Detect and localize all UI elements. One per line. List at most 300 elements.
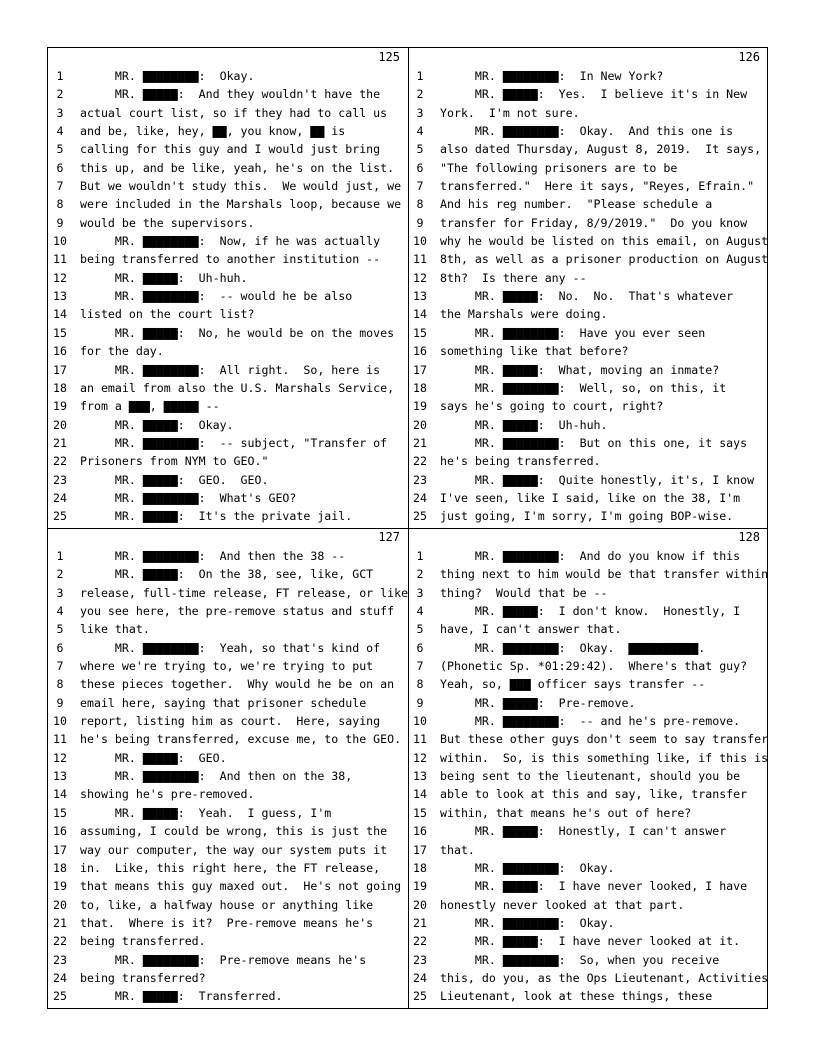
line-text: MR. ▇▇▇▇▇▇▇▇: Pre-remove means he's xyxy=(80,952,367,967)
line-text: also dated Thursday, August 8, 2019. It says, xyxy=(440,142,762,157)
line-text: But these other guys don't seem to say transfer xyxy=(440,732,769,747)
transcript-line xyxy=(408,767,768,785)
line-number: 19 xyxy=(413,879,427,894)
line-number: 6 xyxy=(56,640,64,655)
transcript-line xyxy=(48,250,408,268)
transcript-line xyxy=(48,85,408,103)
transcript-line xyxy=(408,877,768,895)
line-text: release, full-time release, FT release, or like xyxy=(80,585,409,600)
transcript-line xyxy=(48,287,408,305)
line-number: 16 xyxy=(53,824,67,839)
line-text: MR. ▇▇▇▇▇: Okay. xyxy=(80,417,234,432)
line-number: 1 xyxy=(416,549,424,563)
line-number: 9 xyxy=(56,215,64,230)
line-text: honestly never looked at that part. xyxy=(440,897,685,912)
line-text: MR. ▇▇▇▇▇▇▇▇: And do you know if this xyxy=(440,549,741,563)
line-text: MR. ▇▇▇▇▇▇▇▇: In New York? xyxy=(440,69,664,83)
transcript-line xyxy=(48,767,408,785)
transcript-line xyxy=(408,694,768,712)
transcript-lines xyxy=(408,67,768,526)
line-number: 12 xyxy=(53,270,67,285)
transcript-line xyxy=(48,67,408,85)
line-text: But we wouldn't study this. We would just, we xyxy=(80,179,402,194)
line-text: MR. ▇▇▇▇▇: And they wouldn't have the xyxy=(80,87,381,102)
transcript-line xyxy=(48,859,408,877)
line-number: 2 xyxy=(56,567,64,582)
line-text: MR. ▇▇▇▇▇: Uh-huh. xyxy=(80,270,248,285)
line-text: being transferred. xyxy=(80,934,206,949)
line-number: 21 xyxy=(53,915,67,930)
line-number: 15 xyxy=(413,805,427,820)
line-number: 4 xyxy=(416,604,424,619)
line-number: 7 xyxy=(416,179,424,194)
line-text: MR. ▇▇▇▇▇: Quite honestly, it's, I know xyxy=(440,472,755,487)
page-number: 125 xyxy=(378,50,400,64)
line-text: from a ▇▇▇, ▇▇▇▇▇ -- xyxy=(80,399,220,414)
transcript-line xyxy=(408,730,768,748)
line-number: 19 xyxy=(53,879,67,894)
transcript-line xyxy=(48,822,408,840)
transcript-line xyxy=(48,214,408,232)
line-text: MR. ▇▇▇▇▇: Transferred. xyxy=(80,989,283,1004)
line-number: 14 xyxy=(413,307,427,322)
transcript-line xyxy=(408,159,768,177)
line-text: says he's going to court, right? xyxy=(440,399,664,414)
line-text: being transferred to another institution -- xyxy=(80,252,381,267)
transcript-line xyxy=(408,85,768,103)
line-text: would be the supervisors. xyxy=(80,215,255,230)
line-text: being sent to the lieutenant, should you be xyxy=(440,769,741,784)
line-number: 20 xyxy=(413,417,427,432)
transcript-line xyxy=(48,749,408,767)
transcript-line xyxy=(48,471,408,489)
line-text: "The following prisoners are to be xyxy=(440,160,678,175)
transcript-line xyxy=(48,305,408,323)
line-number: 20 xyxy=(413,897,427,912)
transcript-line xyxy=(48,694,408,712)
line-text: in. Like, this right here, the FT release, xyxy=(80,860,381,875)
transcript-line xyxy=(408,602,768,620)
transcript-line xyxy=(48,712,408,730)
transcript-line xyxy=(48,969,408,987)
line-number: 18 xyxy=(413,860,427,875)
line-number: 23 xyxy=(53,952,67,967)
line-number: 6 xyxy=(416,640,424,655)
line-number: 20 xyxy=(53,897,67,912)
line-text: MR. ▇▇▇▇▇▇▇▇: Okay. xyxy=(440,860,615,875)
line-text: thing? Would that be -- xyxy=(440,585,608,600)
line-text: MR. ▇▇▇▇▇▇▇▇: Now, if he was actually xyxy=(80,234,381,249)
transcript-line xyxy=(48,602,408,620)
transcript-line xyxy=(408,434,768,452)
line-text: MR. ▇▇▇▇▇▇▇▇: Have you ever seen xyxy=(440,325,706,340)
transcript-line xyxy=(408,507,768,525)
transcript-line xyxy=(48,896,408,914)
line-number: 6 xyxy=(56,160,64,175)
line-text: transferred." Here it says, "Reyes, Efrain." xyxy=(440,179,755,194)
transcript-line xyxy=(48,122,408,140)
line-text: this up, and be like, yeah, he's on the list. xyxy=(80,160,395,175)
line-text: MR. ▇▇▇▇▇▇▇▇: Yeah, so that's kind of xyxy=(80,640,381,655)
line-text: MR. ▇▇▇▇▇: Yeah. I guess, I'm xyxy=(80,805,332,820)
line-number: 21 xyxy=(413,435,427,450)
line-number: 5 xyxy=(56,142,64,157)
transcript-frame xyxy=(47,47,768,1009)
transcript-line xyxy=(408,416,768,434)
transcript-line xyxy=(48,841,408,859)
line-text: MR. ▇▇▇▇▇▇▇▇: But on this one, it says xyxy=(440,435,748,450)
transcript-line xyxy=(408,987,768,1005)
transcript-line xyxy=(48,804,408,822)
line-number: 25 xyxy=(413,509,427,524)
line-number: 23 xyxy=(413,472,427,487)
line-number: 1 xyxy=(56,69,64,83)
line-number: 2 xyxy=(416,567,424,582)
transcript-line xyxy=(408,932,768,950)
transcript-line xyxy=(48,269,408,287)
line-number: 3 xyxy=(416,585,424,600)
line-number: 21 xyxy=(413,915,427,930)
transcript-line xyxy=(408,859,768,877)
transcript-page-126 xyxy=(408,48,768,528)
line-text: MR. ▇▇▇▇▇: I don't know. Honestly, I xyxy=(440,604,741,619)
transcript-line xyxy=(48,379,408,397)
transcript-line xyxy=(48,547,408,565)
line-text: MR. ▇▇▇▇▇▇▇▇: Well, so, on this, it xyxy=(440,380,727,395)
line-text: MR. ▇▇▇▇▇: What, moving an inmate? xyxy=(440,362,720,377)
transcript-line xyxy=(408,969,768,987)
line-text: MR. ▇▇▇▇▇: Yes. I believe it's in New xyxy=(440,87,748,102)
line-number: 25 xyxy=(53,509,67,524)
line-number: 18 xyxy=(413,380,427,395)
transcript-line xyxy=(48,342,408,360)
line-number: 3 xyxy=(56,585,64,600)
line-text: MR. ▇▇▇▇▇▇▇▇: And then on the 38, xyxy=(80,769,353,784)
line-text: email here, saying that prisoner schedule xyxy=(80,695,367,710)
transcript-line xyxy=(408,250,768,268)
page-number: 127 xyxy=(378,530,400,544)
transcript-line xyxy=(408,565,768,583)
transcript-line xyxy=(408,675,768,693)
line-number: 16 xyxy=(53,344,67,359)
transcript-line xyxy=(408,195,768,213)
line-number: 25 xyxy=(413,989,427,1004)
line-number: 4 xyxy=(56,604,64,619)
line-number: 11 xyxy=(413,732,427,747)
line-number: 11 xyxy=(413,252,427,267)
line-text: that. Where is it? Pre-remove means he's xyxy=(80,915,374,930)
transcript-line xyxy=(48,452,408,470)
line-text: MR. ▇▇▇▇▇▇▇▇: Okay. ▇▇▇▇▇▇▇▇▇▇. xyxy=(440,640,706,655)
line-number: 4 xyxy=(56,124,64,139)
transcript-line xyxy=(408,785,768,803)
line-number: 16 xyxy=(413,824,427,839)
line-text: why he would be listed on this email, on August xyxy=(440,234,769,249)
transcript-line xyxy=(408,177,768,195)
line-number: 24 xyxy=(53,970,67,985)
transcript-line xyxy=(408,287,768,305)
line-number: 10 xyxy=(413,234,427,249)
line-number: 17 xyxy=(53,842,67,857)
line-number: 12 xyxy=(53,750,67,765)
line-number: 13 xyxy=(53,769,67,784)
transcript-line xyxy=(408,657,768,675)
line-number: 7 xyxy=(56,659,64,674)
line-text: MR. ▇▇▇▇▇: On the 38, see, like, GCT xyxy=(80,567,374,582)
line-text: MR. ▇▇▇▇▇▇▇▇: -- and he's pre-remove. xyxy=(440,714,741,729)
line-text: 8th, as well as a prisoner production on August xyxy=(440,252,769,267)
line-number: 23 xyxy=(413,952,427,967)
line-number: 22 xyxy=(413,454,427,469)
line-text: the Marshals were doing. xyxy=(440,307,608,322)
transcript-line xyxy=(408,361,768,379)
line-text: to, like, a halfway house or anything like xyxy=(80,897,374,912)
line-text: MR. ▇▇▇▇▇: GEO. xyxy=(80,750,227,765)
transcript-line xyxy=(408,140,768,158)
line-number: 10 xyxy=(53,714,67,729)
line-number: 7 xyxy=(416,659,424,674)
line-number: 24 xyxy=(413,490,427,505)
transcript-line xyxy=(48,361,408,379)
line-number: 10 xyxy=(53,234,67,249)
line-number: 18 xyxy=(53,860,67,875)
line-text: Prisoners from NYM to GEO." xyxy=(80,454,269,469)
transcript-line xyxy=(408,620,768,638)
line-number: 15 xyxy=(53,805,67,820)
transcript-line xyxy=(48,140,408,158)
transcript-line xyxy=(48,987,408,1005)
transcript-line xyxy=(48,416,408,434)
transcript-line xyxy=(48,951,408,969)
line-number: 8 xyxy=(56,197,64,212)
transcript-line xyxy=(48,397,408,415)
line-number: 11 xyxy=(53,732,67,747)
transcript-line xyxy=(408,104,768,122)
line-text: have, I can't answer that. xyxy=(440,622,622,637)
line-text: assuming, I could be wrong, this is just the xyxy=(80,824,388,839)
line-number: 23 xyxy=(53,472,67,487)
line-number: 12 xyxy=(413,750,427,765)
transcript-line xyxy=(48,730,408,748)
line-text: transfer for Friday, 8/9/2019." Do you know xyxy=(440,215,748,230)
line-text: MR. ▇▇▇▇▇: I have never looked at it. xyxy=(440,934,741,949)
line-text: listed on the court list? xyxy=(80,307,255,322)
line-text: And his reg number. "Please schedule a xyxy=(440,197,713,212)
transcript-line xyxy=(408,269,768,287)
transcript-line xyxy=(48,232,408,250)
line-number: 10 xyxy=(413,714,427,729)
line-text: MR. ▇▇▇▇▇: Honestly, I can't answer xyxy=(440,824,727,839)
line-text: MR. ▇▇▇▇▇▇▇▇: Okay. And this one is xyxy=(440,124,734,139)
transcript-line xyxy=(48,195,408,213)
line-text: (Phonetic Sp. *01:29:42). Where's that guy? xyxy=(440,659,748,674)
line-number: 18 xyxy=(53,380,67,395)
line-number: 9 xyxy=(416,215,424,230)
transcript-line xyxy=(48,584,408,602)
line-number: 21 xyxy=(53,435,67,450)
transcript-line xyxy=(408,639,768,657)
line-number: 8 xyxy=(56,677,64,692)
line-text: you see here, the pre-remove status and stuff xyxy=(80,604,395,619)
line-number: 9 xyxy=(56,695,64,710)
line-number: 5 xyxy=(416,142,424,157)
transcript-line xyxy=(408,342,768,360)
line-text: that. xyxy=(440,842,475,857)
transcript-line xyxy=(48,785,408,803)
line-number: 8 xyxy=(416,677,424,692)
transcript-line xyxy=(48,657,408,675)
line-number: 3 xyxy=(416,105,424,120)
transcript-page-127 xyxy=(48,528,408,1008)
line-number: 14 xyxy=(53,307,67,322)
line-text: MR. ▇▇▇▇▇: I have never looked, I have xyxy=(440,879,748,894)
transcript-line xyxy=(48,914,408,932)
line-number: 24 xyxy=(413,970,427,985)
transcript-line xyxy=(408,452,768,470)
line-text: MR. ▇▇▇▇▇▇▇▇: All right. So, here is xyxy=(80,362,381,377)
line-text: within, that means he's out of here? xyxy=(440,805,692,820)
transcript-page-125 xyxy=(48,48,408,528)
line-text: report, listing him as court. Here, saying xyxy=(80,714,381,729)
line-text: MR. ▇▇▇▇▇▇▇▇: -- would he be also xyxy=(80,289,353,304)
line-text: able to look at this and say, like, transfer xyxy=(440,787,748,802)
transcript-line xyxy=(408,324,768,342)
transcript-line xyxy=(48,104,408,122)
line-text: 8th? Is there any -- xyxy=(440,270,587,285)
transcript-line xyxy=(48,932,408,950)
transcript-line xyxy=(408,749,768,767)
line-number: 13 xyxy=(413,289,427,304)
transcript-line xyxy=(408,67,768,85)
line-text: MR. ▇▇▇▇▇▇▇▇: -- subject, "Transfer of xyxy=(80,435,388,450)
line-text: showing he's pre-removed. xyxy=(80,787,255,802)
line-number: 8 xyxy=(416,197,424,212)
transcript-line xyxy=(48,489,408,507)
line-text: he's being transferred. xyxy=(440,454,601,469)
transcript-page-128 xyxy=(408,528,768,1008)
transcript-line xyxy=(408,896,768,914)
line-number: 14 xyxy=(53,787,67,802)
line-number: 9 xyxy=(416,695,424,710)
transcript-line xyxy=(408,471,768,489)
line-text: MR. ▇▇▇▇▇: It's the private jail. xyxy=(80,509,353,524)
line-text: these pieces together. Why would he be on an xyxy=(80,677,395,692)
line-number: 13 xyxy=(413,769,427,784)
transcript-line xyxy=(408,305,768,323)
transcript-line xyxy=(408,584,768,602)
line-text: MR. ▇▇▇▇▇: Pre-remove. xyxy=(440,695,636,710)
line-text: MR. ▇▇▇▇▇▇▇▇: Okay. xyxy=(80,69,255,83)
line-text: MR. ▇▇▇▇▇▇▇▇: So, when you receive xyxy=(440,952,720,967)
line-number: 17 xyxy=(413,362,427,377)
page-number: 126 xyxy=(738,50,760,64)
line-text: within. So, is this something like, if this is xyxy=(440,750,769,765)
line-number: 4 xyxy=(416,124,424,139)
line-text: MR. ▇▇▇▇▇▇▇▇: Okay. xyxy=(440,915,615,930)
line-text: way our computer, the way our system puts it xyxy=(80,842,388,857)
line-text: MR. ▇▇▇▇▇: Uh-huh. xyxy=(440,417,608,432)
line-text: Yeah, so, ▇▇▇ officer says transfer -- xyxy=(440,677,706,692)
line-text: thing next to him would be that transfer within xyxy=(440,567,769,582)
line-number: 22 xyxy=(53,934,67,949)
line-number: 3 xyxy=(56,105,64,120)
page-number: 128 xyxy=(738,530,760,544)
transcript-line xyxy=(48,434,408,452)
line-number: 13 xyxy=(53,289,67,304)
line-number: 25 xyxy=(53,989,67,1004)
transcript-line xyxy=(48,675,408,693)
transcript-line xyxy=(48,877,408,895)
transcript-lines xyxy=(48,67,408,526)
transcript-line xyxy=(48,177,408,195)
transcript-line xyxy=(408,951,768,969)
line-number: 5 xyxy=(416,622,424,637)
line-text: just going, I'm sorry, I'm going BOP-wise. xyxy=(440,509,734,524)
line-text: being transferred? xyxy=(80,970,206,985)
line-number: 20 xyxy=(53,417,67,432)
line-number: 22 xyxy=(53,454,67,469)
line-number: 17 xyxy=(53,362,67,377)
line-number: 15 xyxy=(413,325,427,340)
transcript-lines xyxy=(48,547,408,1006)
line-text: something like that before? xyxy=(440,344,629,359)
transcript-line xyxy=(408,489,768,507)
line-number: 19 xyxy=(413,399,427,414)
line-text: this, do you, as the Ops Lieutenant, Activities xyxy=(440,970,769,985)
line-text: actual court list, so if they had to call us xyxy=(80,105,388,120)
line-number: 1 xyxy=(416,69,424,83)
line-number: 11 xyxy=(53,252,67,267)
transcript-line xyxy=(48,620,408,638)
line-text: that means this guy maxed out. He's not going xyxy=(80,879,402,894)
line-text: calling for this guy and I would just bring xyxy=(80,142,381,157)
transcript-line xyxy=(408,547,768,565)
transcript-line xyxy=(408,822,768,840)
transcript-line xyxy=(408,214,768,232)
line-text: for the day. xyxy=(80,344,164,359)
line-text: MR. ▇▇▇▇▇: GEO. GEO. xyxy=(80,472,269,487)
line-text: he's being transferred, excuse me, to the GEO. xyxy=(80,732,402,747)
line-text: MR. ▇▇▇▇▇: No, he would be on the moves xyxy=(80,325,395,340)
transcript-line xyxy=(48,159,408,177)
transcript-lines xyxy=(408,547,768,1006)
transcript-line xyxy=(408,712,768,730)
line-number: 16 xyxy=(413,344,427,359)
line-number: 1 xyxy=(56,549,64,563)
line-text: where we're trying to, we're trying to put xyxy=(80,659,374,674)
line-number: 24 xyxy=(53,490,67,505)
line-number: 7 xyxy=(56,179,64,194)
line-text: MR. ▇▇▇▇▇▇▇▇: And then the 38 -- xyxy=(80,549,346,563)
line-text: like that. xyxy=(80,622,150,637)
line-number: 12 xyxy=(413,270,427,285)
transcript-line xyxy=(408,379,768,397)
transcript-line xyxy=(48,639,408,657)
transcript-line xyxy=(408,232,768,250)
transcript-line xyxy=(408,914,768,932)
line-text: MR. ▇▇▇▇▇▇▇▇: What's GEO? xyxy=(80,490,297,505)
line-number: 17 xyxy=(413,842,427,857)
line-text: MR. ▇▇▇▇▇: No. No. That's whatever xyxy=(440,289,734,304)
transcript-line xyxy=(408,804,768,822)
line-text: Lieutenant, look at these things, these xyxy=(440,989,713,1004)
line-number: 22 xyxy=(413,934,427,949)
transcript-line xyxy=(48,324,408,342)
line-number: 14 xyxy=(413,787,427,802)
line-number: 2 xyxy=(56,87,64,102)
line-text: were included in the Marshals loop, because we xyxy=(80,197,402,212)
transcript-line xyxy=(48,565,408,583)
